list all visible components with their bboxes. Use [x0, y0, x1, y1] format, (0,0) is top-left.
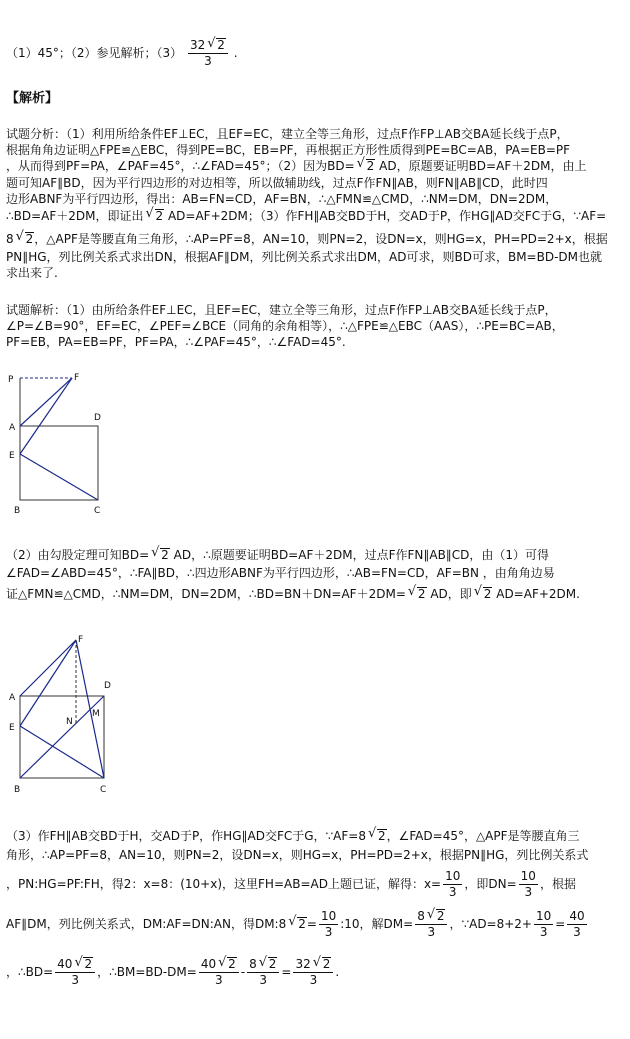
sqrt-symbol: √ 2 [74, 957, 93, 972]
part3-line-2: 角形，∴AP=PF=8，AN=10，则PN=2，设DN=x，则HG=x，PH=PD=2+x，根据PN∥HG，列比例关系式 [6, 848, 589, 862]
part3-line-5: ，∴BD= $\frac{40√ 2}{3}$ ，∴BM=BD-DM= $\frac{40√ 2}{3}$ - $\frac{8√ 2}{3}$ = $\frac{32√ 2}{3}$ . [6, 954, 339, 990]
sqrt-symbol: √ 2 [16, 232, 35, 246]
analysis-line-7: 8√ 2，△APF是等腰直角三角形，∴AP=PF=8，AN=10，则PN=2，设DN=x，则HG=x，PH=PD=2+x，根据 [6, 232, 608, 246]
sqrt-symbol: √ 2 [288, 906, 307, 942]
part3-line-4: AF∥DM，列比例关系式，DM:AF=DN:AN，得DM:8√ 2= $\frac{10}{3}$ :10，解DM= $\frac{8√ 2}{3}$ ，∵AD=8+2+ $\frac{10}{3}$ = $\frac{40}{3}$ [6, 906, 589, 942]
fraction: $\frac{8√ 2}{3}$ [247, 957, 279, 988]
fig2-line-ef [20, 640, 76, 726]
fraction: $\frac{10}{3}$ [320, 909, 337, 939]
solution-line-1: 试题解析：（1）由所给条件EF⊥EC，且EF=EC，建立全等三角形，过点F作FP⊥AB交BA延长线于点P， [6, 303, 557, 317]
answer-line [6, 38, 238, 69]
fraction: $\frac{40}{3}$ [569, 909, 585, 939]
answer-text: （1）45°；（2）参见解析；（3） [6, 46, 183, 60]
fig2-label-d: D [104, 681, 111, 691]
sqrt-symbol: √ 2 [368, 829, 387, 843]
fig1-label-f: F [74, 373, 80, 383]
analysis-line-8: PN∥HG，列比例关系式求出DN，根据AF∥DM，列比例关系式求出DM，AD可求，则BD可求，BM=BD-DM也就 [6, 250, 603, 264]
fig2-line-af [20, 640, 76, 696]
answer-fraction [188, 38, 228, 69]
sqrt-symbol: √ 2 [474, 587, 493, 601]
part2-line-3: 证△FMN≌△CMD，∴NM=DM，DN=2DM，∴BD=BN＋DN=AF＋2DM=√ 2 AD，即√ 2 AD=AF+2DM. [6, 587, 580, 601]
answer-end: . [233, 46, 238, 60]
sqrt-symbol: √ 2 [207, 38, 226, 53]
fraction: $\frac{8√ 2}{3}$ [415, 909, 447, 940]
sqrt-symbol: √ 2 [313, 957, 332, 972]
fig1-label-e: E [9, 451, 15, 461]
analysis-line-2: 根据角角边证明△FPE≌△EBC，得到PE=BC，EB=PF，再根据正方形性质得到PE=BC=AB，PA=EB=PF [6, 143, 571, 157]
fig1-line-ec [20, 454, 98, 500]
analysis-line-6: ∴BD=AF＋2DM，即证出√ 2 AD=AF+2DM；（3）作FH∥AB交BD于H，交AD于P，作HG∥AD交FC于G，∵AF= [6, 209, 606, 223]
fig2-label-a: A [9, 693, 16, 703]
sqrt-symbol: √ 2 [427, 909, 446, 924]
fig1-label-b: B [14, 506, 21, 516]
frac-den: 3 [204, 54, 212, 68]
analysis-line-1: 试题分析：（1）利用所给条件EF⊥EC，且EF=EC，建立全等三角形，过点F作FP⊥AB交BA延长线于点P， [6, 127, 569, 141]
part2-line-1: （2）由勾股定理可知BD=√ 2 AD，∴原题要证明BD=AF＋2DM，过点F作FN∥AB∥CD，由（1）可得 [6, 548, 549, 562]
fraction: $\frac{10}{3}$ [520, 869, 536, 899]
fig1-line-ef [20, 378, 72, 454]
fig1-label-c: C [94, 506, 101, 516]
fig2-label-f: F [78, 635, 84, 645]
part3-line-1: （3）作FH∥AB交BD于H，交AD于P，作HG∥AD交FC于G，∵AF=8√ 2，∠FAD=45°，△APF是等腰直角三 [6, 829, 580, 843]
fraction: $\frac{10}{3}$ [445, 869, 461, 899]
sqrt-symbol: √ 2 [259, 957, 278, 972]
solution-line-2: ∠P=∠B=90°，EF=EC，∠PEF=∠BCE（同角的余角相等），∴△FPE≌△EBC（AAS），∴PE=BC=AB， [6, 319, 564, 333]
figure-2 [0, 630, 130, 800]
fraction: $\frac{40√ 2}{3}$ [199, 957, 239, 988]
analysis-line-3: ，从而得到PF=PA，∠PAF=45°，∴∠FAD=45°；（2）因为BD=√ 2 AD，原题要证明BD=AF＋2DM，由上 [6, 159, 586, 173]
analysis-line-9: 求出来了. [6, 266, 58, 280]
analysis-heading: 【解析】 [6, 91, 59, 106]
fraction: $\frac{10}{3}$ [536, 909, 552, 939]
fig2-label-b: B [14, 785, 21, 795]
fig2-label-n: N [66, 717, 73, 727]
fraction: $\frac{32√ 2}{3}$ [293, 957, 333, 988]
fraction: $\frac{40√ 2}{3}$ [55, 957, 95, 988]
solution-line-3: PF=EB，PA=EB=PF，PF=PA，∴∠PAF=45°，∴∠FAD=45°. [6, 335, 346, 349]
sqrt-symbol: √ 2 [357, 159, 376, 173]
analysis-line-5: 边形ABNF为平行四边形，得出：AB=FN=CD，AF=BN，∴△FMN≌△CMD，∴NM=DM，DN=2DM， [6, 192, 558, 206]
sqrt-symbol: √ 2 [151, 548, 170, 562]
fig2-label-e: E [9, 723, 15, 733]
part2-line-2: ∠FAD=∠ABD=45°，∴FA∥BD，∴四边形ABNF为平行四边形，∴AB=FN=CD，AF=BN ，由角角边易 [6, 566, 555, 580]
fig1-label-p: P [8, 375, 14, 385]
fig2-label-c: C [100, 785, 107, 795]
fig1-label-d: D [94, 413, 101, 423]
frac-num-coef: 32 [190, 38, 206, 52]
fig1-line-af [20, 378, 72, 426]
fig1-label-a: A [9, 423, 16, 433]
analysis-line-4: 题可知AF∥BD，因为平行四边形的对边相等，所以做辅助线，过点F作FN∥AB，则FN∥AB∥CD，此时四 [6, 176, 548, 190]
fig2-label-m: M [92, 709, 100, 719]
sqrt-symbol: √ 2 [408, 587, 427, 601]
sqrt-symbol: √ 2 [218, 957, 237, 972]
part3-line-3: ，PN:HG=PF:FH，得2：x=8：(10+x)，这里FH=AB=AD上题已证，解得：x= $\frac{10}{3}$ ，即DN= $\frac{10}{3}$ ，根据 [6, 869, 576, 899]
sqrt-symbol: √ 2 [146, 209, 165, 223]
figure-1 [0, 368, 120, 520]
fig2-line-ec [20, 726, 104, 778]
